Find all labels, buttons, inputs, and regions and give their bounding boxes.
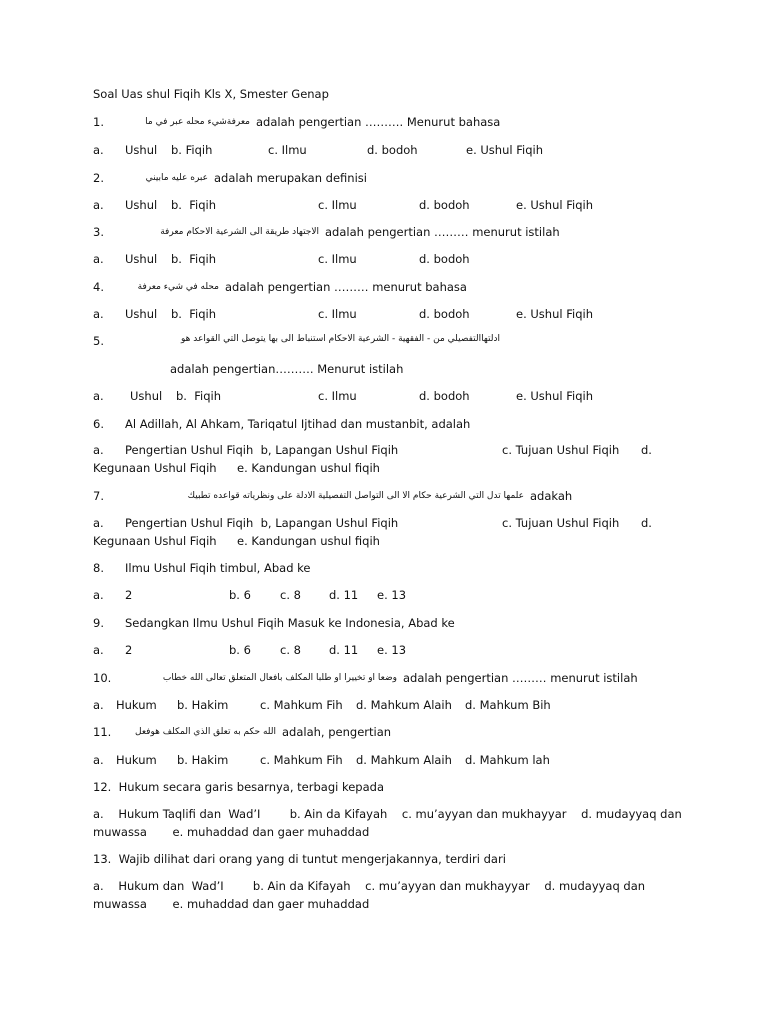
option-7-t3: d. xyxy=(641,516,652,530)
option-1-t2: b. Fiqih xyxy=(171,143,213,157)
option-4-a: a. xyxy=(93,307,104,321)
option-5-a: a. xyxy=(93,389,104,403)
option-2-t3: c. Ilmu xyxy=(318,198,357,212)
option-9-t2: b. 6 xyxy=(229,643,251,657)
option-6-t2: c. Tujuan Ushul Fiqih xyxy=(502,443,620,457)
option-5-t4: d. bodoh xyxy=(419,389,470,403)
question-11-arabic: الله حكم به تعلق الذي المكلف هوفعل xyxy=(135,727,276,737)
option-6-a: a. xyxy=(93,443,104,457)
option-9-t4: d. 11 xyxy=(329,643,359,657)
option-10-t1: Hukum xyxy=(116,698,157,712)
question-2-text: adalah merupakan definisi xyxy=(214,171,367,185)
option-4-t3: c. Ilmu xyxy=(318,307,357,321)
option-1-t1: Ushul xyxy=(125,143,158,157)
option-3-t2: b. Fiqih xyxy=(171,252,217,266)
option-7-t1: Pengertian Ushul Fiqih b, Lapangan Ushul Fiqih xyxy=(125,516,399,530)
question-13-text: 13. Wajib dilihat dari orang yang di tuntut mengerjakannya, terdiri dari xyxy=(93,852,506,866)
option-2-t2: b. Fiqih xyxy=(171,198,217,212)
option-9-t5: e. 13 xyxy=(377,643,407,657)
option-5-t5: e. Ushul Fiqih xyxy=(516,389,593,403)
option-11-t4: d. Mahkum Alaih xyxy=(356,753,452,767)
option-6-line2b: e. Kandungan ushul fiqih xyxy=(237,461,380,475)
option-8-a: a. xyxy=(93,588,104,602)
option-1-t3: c. Ilmu xyxy=(268,143,307,157)
option-3-t4: d. bodoh xyxy=(419,252,470,266)
option-8-t5: e. 13 xyxy=(377,588,407,602)
option-1-a: a. xyxy=(93,143,104,157)
option-9-a: a. xyxy=(93,643,104,657)
question-4-text: adalah pengertian ……… menurut bahasa xyxy=(225,280,467,294)
option-1-t5: e. Ushul Fiqih xyxy=(466,143,543,157)
question-7-arabic: علمها تدل التي الشرعية حكام الا الى التواصل التفصيلية الادلة على ونظرياته قواعده تطبيك xyxy=(187,491,524,501)
option-11-t2: b. Hakim xyxy=(177,753,229,767)
option-9-t3: c. 8 xyxy=(280,643,301,657)
option-10-t2: b. Hakim xyxy=(177,698,229,712)
option-11-t5: d. Mahkum lah xyxy=(465,753,550,767)
question-1-number: 1. xyxy=(93,115,104,129)
option-13-line2: muwassa e. muhaddad dan gaer muhaddad xyxy=(93,897,370,911)
question-3-text: adalah pengertian ……… menurut istilah xyxy=(325,225,560,239)
option-7-t2: c. Tujuan Ushul Fiqih xyxy=(502,516,620,530)
option-8-t3: c. 8 xyxy=(280,588,301,602)
option-2-a: a. xyxy=(93,198,104,212)
option-4-t4: d. bodoh xyxy=(419,307,470,321)
option-9-t1: 2 xyxy=(125,643,133,657)
option-1-t4: d. bodoh xyxy=(367,143,418,157)
option-5-t2: b. Fiqih xyxy=(176,389,222,403)
option-4-t1: Ushul xyxy=(125,307,158,321)
question-4-number: 4. xyxy=(93,280,104,294)
question-6-text: Al Adillah, Al Ahkam, Tariqatul Ijtihad dan mustanbit, adalah xyxy=(125,417,471,431)
question-6-number: 6. xyxy=(93,417,104,431)
question-7-number: 7. xyxy=(93,489,104,503)
question-4-arabic: محله في شيء معرفة xyxy=(137,282,219,292)
question-5-arabic: ادلتهاالتفصيلي من - الفقهية - الشرعية الاحكام استنباط الى بها يتوصل التي القواعد هو xyxy=(180,334,500,344)
question-1-arabic: معرفةشيء محله عبر في ما xyxy=(145,117,250,127)
question-7-text: adakah xyxy=(530,489,573,503)
question-10-number: 10. xyxy=(93,671,112,685)
option-10-t5: d. Mahkum Bih xyxy=(465,698,551,712)
question-11-number: 11. xyxy=(93,725,112,739)
option-8-t2: b. 6 xyxy=(229,588,251,602)
question-8-text: Ilmu Ushul Fiqih timbul, Abad ke xyxy=(125,561,311,575)
option-8-t1: 2 xyxy=(125,588,133,602)
option-5-t1: Ushul xyxy=(130,389,163,403)
question-3-arabic: الاجتهاد طريقة الى الشرعية الاحكام معرفة xyxy=(160,227,319,237)
option-10-t4: d. Mahkum Alaih xyxy=(356,698,452,712)
option-3-t1: Ushul xyxy=(125,252,158,266)
option-7-line2a: Kegunaan Ushul Fiqih xyxy=(93,534,217,548)
question-3-number: 3. xyxy=(93,225,104,239)
option-7-a: a. xyxy=(93,516,104,530)
document-title: Soal Uas shul Fiqih Kls X, Smester Genap xyxy=(93,87,329,101)
option-4-t5: e. Ushul Fiqih xyxy=(516,307,593,321)
option-13-line1: a. Hukum dan Wad’I b. Ain da Kifayah c. mu’ayyan dan mukhayyar d. mudayyaq dan xyxy=(93,879,646,893)
option-6-t1: Pengertian Ushul Fiqih b, Lapangan Ushul Fiqih xyxy=(125,443,399,457)
option-6-line2a: Kegunaan Ushul Fiqih xyxy=(93,461,217,475)
question-10-arabic: وضعا او تخييرا او طلبا المكلف بافعال المتعلق تعالى الله خطاب xyxy=(162,673,397,683)
option-5-t3: c. Ilmu xyxy=(318,389,357,403)
option-6-t3: d. xyxy=(641,443,652,457)
question-9-text: Sedangkan Ilmu Ushul Fiqih Masuk ke Indonesia, Abad ke xyxy=(125,616,455,630)
question-8-number: 8. xyxy=(93,561,104,575)
option-2-t1: Ushul xyxy=(125,198,158,212)
option-12-line2: muwassa e. muhaddad dan gaer muhaddad xyxy=(93,825,370,839)
question-9-number: 9. xyxy=(93,616,104,630)
option-10-t3: c. Mahkum Fih xyxy=(260,698,343,712)
option-3-a: a. xyxy=(93,252,104,266)
question-2-number: 2. xyxy=(93,171,104,185)
question-2-arabic: عبره عليه مابيني xyxy=(145,173,208,183)
question-1-text: adalah pengertian ………. Menurut bahasa xyxy=(256,115,501,129)
option-4-t2: b. Fiqih xyxy=(171,307,217,321)
question-5-number: 5. xyxy=(93,334,104,348)
option-11-t1: Hukum xyxy=(116,753,157,767)
option-12-line1: a. Hukum Taqlifi dan Wad’I b. Ain da Kifayah c. mu’ayyan dan mukhayyar d. mudayyaq dan xyxy=(93,807,682,821)
question-5-text: adalah pengertian………. Menurut istilah xyxy=(170,362,404,376)
question-12-text: 12. Hukum secara garis besarnya, terbagi kepada xyxy=(93,780,384,794)
question-11-text: adalah, pengertian xyxy=(282,725,392,739)
option-10-a: a. xyxy=(93,698,104,712)
option-7-line2b: e. Kandungan ushul fiqih xyxy=(237,534,380,548)
option-11-t3: c. Mahkum Fih xyxy=(260,753,343,767)
question-10-text: adalah pengertian ……… menurut istilah xyxy=(403,671,638,685)
option-3-t3: c. Ilmu xyxy=(318,252,357,266)
option-8-t4: d. 11 xyxy=(329,588,359,602)
option-2-t5: e. Ushul Fiqih xyxy=(516,198,593,212)
option-11-a: a. xyxy=(93,753,104,767)
option-2-t4: d. bodoh xyxy=(419,198,470,212)
